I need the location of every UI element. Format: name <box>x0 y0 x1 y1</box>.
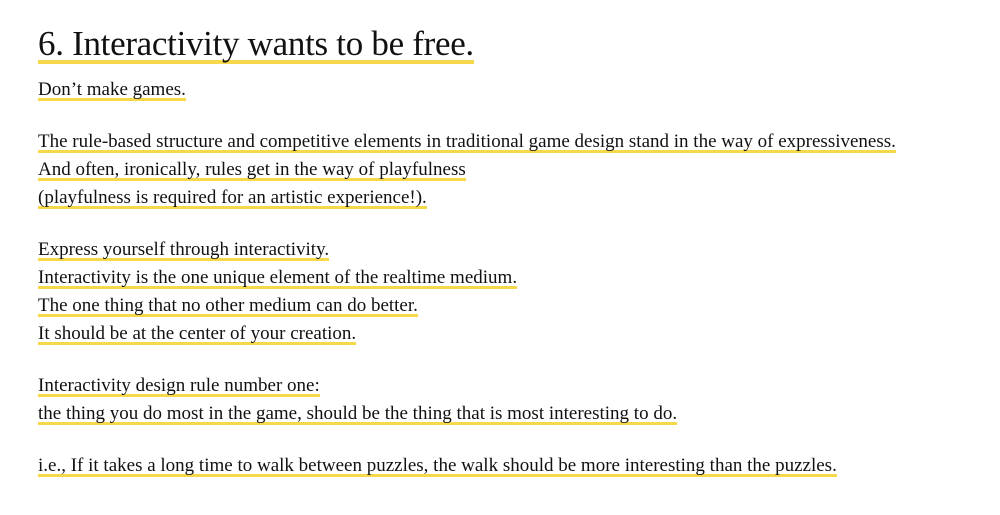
text-line-content: Express yourself through interactivity. <box>38 239 330 260</box>
lead-paragraph <box>38 76 980 104</box>
text-line <box>38 236 980 264</box>
lead-text: Don’t make games. <box>38 79 186 100</box>
section-heading-text: 6. Interactivity wants to be free. <box>38 24 474 63</box>
text-line <box>38 452 980 480</box>
text-line <box>38 264 980 292</box>
section-heading <box>38 22 980 66</box>
document-body <box>38 22 980 480</box>
text-line-content: Interactivity is the one unique element of the realtime medium. <box>38 267 518 288</box>
paragraph-express <box>38 236 980 348</box>
paragraph-rules <box>38 128 980 212</box>
paragraph-example <box>38 452 980 480</box>
text-line <box>38 128 980 156</box>
text-line-content: The rule-based structure and competitive elements in traditional game design stand in the way of expressiveness. <box>38 131 896 152</box>
lead-line <box>38 76 980 104</box>
text-line <box>38 156 980 184</box>
text-line-content: (playfulness is required for an artistic experience!). <box>38 187 427 208</box>
text-line-content: The one thing that no other medium can do better. <box>38 295 418 316</box>
text-line-content: And often, ironically, rules get in the way of playfulness <box>38 159 466 180</box>
text-line-content: It should be at the center of your creation. <box>38 323 357 344</box>
text-line <box>38 292 980 320</box>
text-line <box>38 320 980 348</box>
text-line <box>38 372 980 400</box>
paragraph-design-rule <box>38 372 980 428</box>
text-line-content: Interactivity design rule number one: <box>38 375 320 396</box>
text-line <box>38 184 980 212</box>
text-line-content: i.e., If it takes a long time to walk between puzzles, the walk should be more interesting than the puzzles. <box>38 455 837 476</box>
text-line <box>38 400 980 428</box>
text-line-content: the thing you do most in the game, should be the thing that is most interesting to do. <box>38 403 678 424</box>
